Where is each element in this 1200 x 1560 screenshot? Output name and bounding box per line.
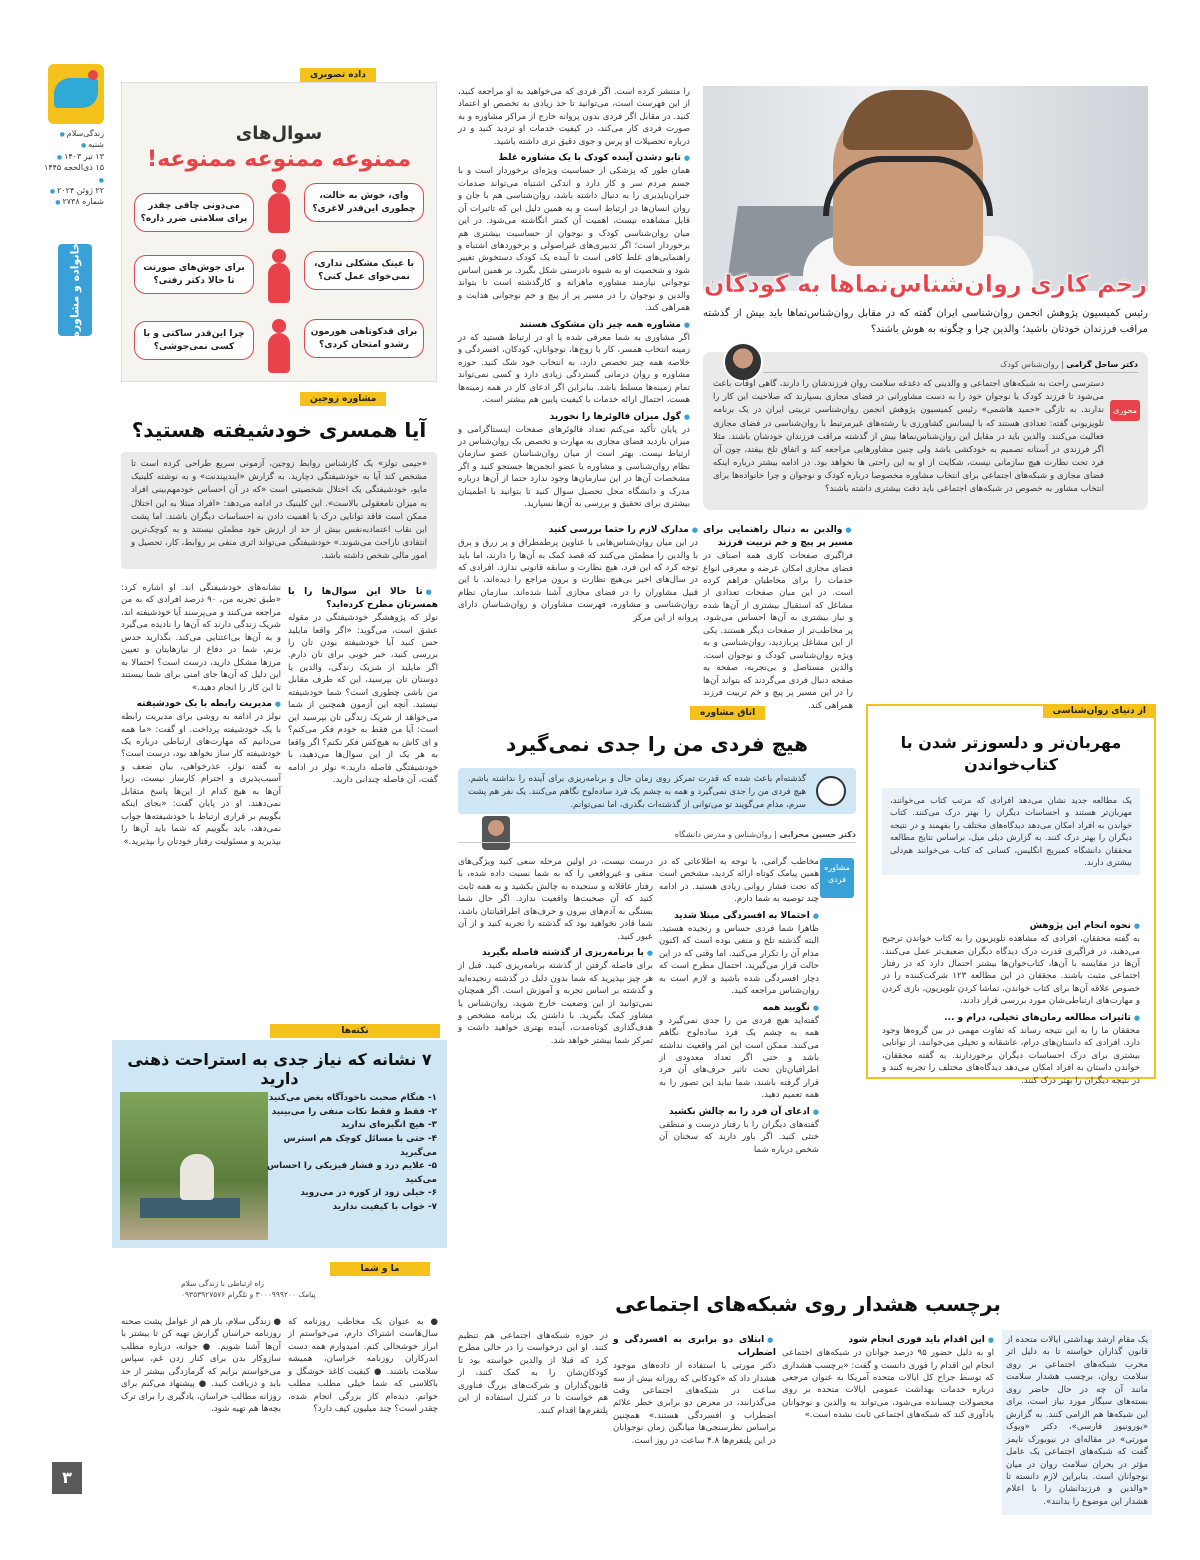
person-icon bbox=[268, 333, 290, 373]
article-column: ● ابتلای دو برابری به افسردگی و اضطراب دکتر مورتی با استفاده از داده‌های موجود هشدار داد که «کودکانی که روزانه بیش از سه ساعت در شبکه‌های اجتماعی وقت می‌گذرانند، در معرض دو برابری خطر علائم اضطراب و افسردگی هستند.» همچنین براساس نظرسنجی‌ها میانگین زمان نوجوانان در این پلتفرم‌ها ۴.۸ ساعت در روز است. bbox=[613, 1330, 776, 1450]
article-column: درست نیست، در اولین مرحله سعی کنید ویژگی‌های منفی و غیرواقعی را که به شما نسبت داده شده، با رفتار عاقلانه و سنجیده به چالش بکشید و به همه ثابت کنید که آن صحبت‌ها واقعیت ندارد. اگر حال شما بستگی به آدم‌های بیرون و حرف‌های اطرافیانتان باشد، شما قادر نخواهید بود که گذشته را تجربه کنید و از آن عبور کنید. ● با برنامه‌ریزی از گذشته فاصله بگیرید برای فاصله گرفتن از گذشته برنامه‌ریزی کنید. قبل از هر چیز بپذیرید که شما بدون دلیل در گذشته رنجیده‌اید و گذشته بر اساس تجربه و آموزش است. اگر همچنان نمی‌توانید از این وضعیت خارج شوید، روان‌شناس یا مشاور کمک بگیرید. با داشتن یک برنامه مشخص و هدف‌گذاری کوتاه‌مدت، آینده بهتری خواهید داشت و تمرکز شما بیشتر خواهد شد. bbox=[458, 856, 653, 1050]
subheading: ● مشاوره همه چیز دان مشکوک هستند bbox=[458, 319, 690, 332]
topic-badge: مشاوره فردی bbox=[820, 858, 854, 898]
list-item: ۲- فقط و فقط نکات منفی را می‌بینید bbox=[271, 1106, 437, 1117]
person-icon bbox=[268, 193, 290, 233]
section-tag: نکته‌ها bbox=[270, 1024, 440, 1038]
subheading: ● تا حالا این سوال‌ها را با همسرتان مطرح کرده‌اید؟ bbox=[288, 586, 438, 612]
subheading: ● ابتلای دو برابری به افسردگی و اضطراب bbox=[613, 1334, 776, 1360]
meta-line: ۱۳ تیر ۱۴۰۳ ● bbox=[44, 151, 104, 162]
author-line: دکتر ساحل گرامی | روان‌شناس کودک bbox=[763, 360, 1138, 373]
hero-lead: رئیس کمیسیون پژوهش انجمن روان‌شناسی ایران گفته که در مقابل روان‌شناس‌نماها باید بیش از گذشته مراقب فرزندان خودتان باشید؛ والدین چرا و چگونه به هوش باشند؟ bbox=[703, 308, 1148, 335]
speech-bubble: با عینک مشکلی نداری، نمی‌خوای عمل کنی؟ bbox=[304, 251, 424, 290]
list-item: ۴- حتی با مسائل کوچک هم استرس می‌گیرید bbox=[283, 1133, 437, 1158]
reader-question: گذشته‌ام باعث شده که قدرت تمرکز روی زمان حال و برنامه‌ریزی برای آینده را نداشته باشم. هیچ فردی من را جدی نمی‌گیرد و همه به چشم یک فرد ساده‌لوح نگاهم می‌کنند. یک نفر هم پشت سرم، مدام می‌گویند تو می‌توانی از گذشته‌ات بگذری، اما نمی‌توانم. bbox=[458, 768, 856, 814]
meta-line: ۱۵ ذی‌الحجه ۱۴۴۵ ● bbox=[44, 162, 104, 185]
subheading: ● مدیریت رابطه با یک خودشیفته bbox=[121, 698, 281, 711]
hero-photo bbox=[703, 86, 1148, 291]
subheading: ● نگویید همه bbox=[659, 1002, 819, 1015]
signs-title: ۷ نشانه که نیاز جدی به استراحت ذهنی دارید bbox=[127, 1050, 432, 1088]
subheading: ● این اقدام باید فوری انجام شود bbox=[782, 1334, 994, 1347]
newspaper-logo bbox=[48, 64, 104, 124]
hero-title: زخم کاری روان‌شناس‌نماها به کودکان bbox=[703, 270, 1148, 298]
article-column: ● این اقدام باید فوری انجام شود او به دلیل حضور ۹۵ درصد جوانان در شبکه‌های اجتماعی انجام این اقدام را فوری دانست و گفت: «برچسب هشداری که توسط جراح کل ایالات متحده آمریکا به عنوان مرجعی درباره خدمات بهداشت عمومی ایالات متحده بر روی محصولات چسبانده می‌شود، می‌تواند به والدین و نوجوانان یادآوری کند که شبکه‌های اجتماعی ثابت نشده است.» bbox=[782, 1330, 994, 1425]
article-column: نشانه‌های خودشیفتگی اند. او اشاره کرد: «طبق تجربه من، ۹۰ درصد افرادی که به من مراجعه می‌کنند و می‌پرسند آیا خودشیفته اند، شریک زندگی دارند که آن‌ها را نادیده می‌گیرد و به آن‌ها بی‌اعتنایی می‌کند. بگذارید حدس بزنم، شما در دفاع از نیازهایتان و تعیین مرزها مشکل دارید، درست است؟ احتمالا به این دلیل که آن‌ها جای امنی برای شما نیستند تا این کار را انجام دهید.» ● مدیریت رابطه با یک خودشیفته نولز در ادامه به روشی برای مدیریت رابطه با یک خودشیفته پرداخت. او گفت: «ما همه می‌دانیم که مهارت‌های ارتباطی درباره یک خودشیفته کار ساز نخواهد بود، درست است؟ به گفته نولز، عذرخواهی، بیان ضعف و آسیب‌پذیری و احترام کارساز نیست، زیرا آن‌ها به هیچ کدام از این‌ها پاسخ متقابل نمی‌دهند. او در پایان گفت: «بجای اینکه بگوییم بر قراری ارتباط با خودشیفته‌ها جواب نمی‌دهد، باید بگوییم که شما باید آن‌ها را بپذیرید و مسئولیت رفتار خودتان را بپذیرید.» bbox=[121, 582, 281, 851]
reader-messages: ● به عنوان یک مخاطب روزنامه که سال‌هاست اشتراک دارم، می‌خواستم از ابراز خوشحالی کنم. امیدوارم همه دست اندرکاران روزنامه خراسان، همیشه سلامت باشند. ● کیفیت کاغذ خوشگل و باکلاسی که شما خیلی مطلب مطلب خوانم. دیده‌ام کار بزرگی انجام شده، چقدر است؟ چند میلیون کیف دارد؟ bbox=[288, 1317, 438, 1415]
subheading: ● مدارک لازم را حتما بررسی کنید bbox=[458, 524, 698, 537]
signs-list bbox=[267, 1092, 437, 1215]
subheading: ● احتمالا به افسردگی مبتلا شدید bbox=[659, 910, 819, 923]
meta-line: زندگی‌سلام ● bbox=[44, 128, 104, 139]
subheading: ● ادعای آن فرد را به چالش بکشید bbox=[659, 1106, 819, 1119]
speech-bubble: وای، خوش به حالت، چطوری این‌قدر لاغری؟ bbox=[304, 183, 424, 222]
article-column: ● والدین به دنبال راهنمایی برای مسیر پر پیچ و خم تربیت فرزند فراگیری صفحات کاری همه اصناف در فضای مجازی امکان عرضه و معرفی انواع خدمات را برای مخاطبان فراهم کرده است. در این میان صفحات تعدادی از مشاغل که استقبال بیشتری از آن‌ها شده و نیاز بیشتری به آن‌ها احساس می‌شود، پر مخاطب‌تر از صفحات دیگر هستند. یکی از این مشاغل پربازدید، روان‌شناسی و به ویژه روان‌شناسی کودک و نوجوان است. والدین مستاصل و بی‌تجربه، صفحه به صفحه دنبال فردی می‌گردند که بتواند آن‌ها را در این مسیر پر پیچ و خم تربیت فرزند همراهی کند. bbox=[703, 520, 853, 715]
subheading: ● تاثیرات مطالعه رمان‌های تخیلی، درام و ... bbox=[882, 1012, 1140, 1025]
meta-line: شماره ۲۷۳۸ ● bbox=[44, 196, 104, 207]
article-column: مخاطب گرامی، با توجه به اطلاعاتی که در همین پیامک کوتاه ارائه کردید، مشخص است که تحت فشار روانی زیادی هستید. در ادامه چند توصیه به شما دارم. ● احتمالا به افسردگی مبتلا شدید ظاهرا شما فردی حساس و رنجیده هستید. البته گذشته تلخ و منفی بوده است که اکنون مدام آن را تکرار می‌کنید. اما وقتی که در این حالت قرار می‌گیرید، احتمال مطرح است که دچار افسردگی شده باشید و لازم است به روان‌شناس مراجعه کنید. ● نگویید همه گفته‌اید هیچ فردی من را جدی نمی‌گیرد و همه به چشم یک فرد ساده‌لوح نگاهم می‌کنند. ممکن است این امر واقعیت نداشته باشد و حتی اگر تعداد معدودی از اطرافیان‌تان تحت تاثیر حرف‌های آن فرد قرار گرفته باشند، شما نباید این تصور را به همه تعمیم دهید. ● ادعای آن فرد را به چالش بکشید گفته‌های دیگران را با رفتار درست و منطقی خنثی کنید. اگر باور دارید که سخنان آن شخص درباره شما bbox=[659, 856, 819, 1159]
speech-bubble: چرا این‌قدر ساکتی و با کسی نمی‌جوشی؟ bbox=[134, 321, 254, 360]
speech-bubble: برای قدکوتاهی هورمون رشدو امتحان کردی؟ bbox=[304, 319, 424, 358]
list-item: ۱- هنگام صحبت ناخودآگاه بغض می‌کنید bbox=[268, 1093, 437, 1103]
subheading: ● نحوه انجام این پژوهش bbox=[882, 920, 1140, 933]
section-tag: ما و شما bbox=[330, 1262, 430, 1276]
subheading: ● تابو دشدن آینده کودک با یک مشاوره غلط bbox=[458, 152, 690, 165]
meta-line: شنبه ● bbox=[44, 139, 104, 150]
article-column: ● مدارک لازم را حتما بررسی کنید در این میان روان‌شناس‌هایی با عناوین پرطمطراق و پر زرق و برق با والدین را مطمئن می‌کنند که قصد کمک به آن‌ها را دارند، اما باید توجه کرد که این فرد، هیچ نظارت و سابقه قانونی ندارد. افرادی که در سال‌های اخیر بی‌هیچ نظارت و برون مراجع را دیده‌اند، با این قبیل مشاوران را در فضای مجازی آشنا شده‌اند. سازمان نظام روان‌شناسی و مشاوره، فهرست مشاوران و روان‌شناسان دارای پروانه از این مرکز bbox=[458, 520, 698, 627]
list-item: ۵- علایم درد و فشار فیزیکی را احساس می‌کنید bbox=[267, 1161, 437, 1185]
subheading: ● والدین به دنبال راهنمایی برای مسیر پر پیچ و خم تربیت فرزند bbox=[703, 524, 853, 550]
expert-box bbox=[703, 352, 1148, 510]
page-number: ۳ bbox=[52, 1462, 82, 1494]
speech-bubble: می‌دونی چاقی چقدر برای سلامتی ضرر داره؟ bbox=[134, 193, 254, 232]
topic-badge: محوری bbox=[1110, 400, 1140, 421]
article-lead: «جیمی نولز» یک کارشناس روابط زوجین، آزمونی سریع طراحی کرده است تا مشخص کند آیا به خودشیفتگی دچارید. به گزارش «ایندیپندنت» و به نوشته کلینیک مایو، خودشیفتگی یک اختلال شخصیتی است «که در آن احساس خودمهم‌بینی افراد به میزان نامعقولی بالاست». این کلینیک در ادامه می‌دهد: «افراد مبتلا به این اختلال ممکن است فاقد توانایی درک یا اهمیت دادن به احساسات دیگران باشند. اما پشت این نقاب اعتمادبه‌نفس بیش از حد از ارزش خود مطمئن نیستند و به کوچک‌ترین انتقادی ناراحت می‌شوند.» خودشیفتگی می‌تواند اثری منفی بر روابط، کار، تحصیل و امور مالی شخص داشته باشد. bbox=[121, 452, 437, 569]
article-title: برچسب هشدار روی شبکه‌های اجتماعی bbox=[615, 1292, 1001, 1316]
section-label: خانواده و مشاوره bbox=[58, 244, 92, 336]
article-title: هیچ فردی من را جدی نمی‌گیرد bbox=[505, 732, 809, 756]
infographic-subtitle: ممنوعه ممنوعه ممنوعه! bbox=[147, 147, 411, 172]
meta-line: ۲۲ ژوئن ۲۰۲۴ ● bbox=[44, 185, 104, 196]
article-title: مهربان‌تر و دلسوزتر شدن با کتاب‌خواندن bbox=[900, 733, 1122, 774]
article-column: ● تا حالا این سوال‌ها را با همسرتان مطرح کرده‌اید؟ نولز که پژوهشگر خودشیفتگی در مقوله عشق است، می‌گوید: «اگر واقعا مایلید حس کنید آیا خودشیفته بودن تان را بررسی کنید، خبر خوبی برای تان دارم. اگر مایلید از شریک زندگی، والدین یا دوستان تان بپرسید، این که طرف مقابل من باشی چطوری است؟ شما خودشیفته نیستید. آنچه این آزمون همچنین از شما می‌خواهد از شریک زندگی تان بپرسید این است: آیا من فقط به خودم فکر می‌کنم؟ و ای کاش به هیچ‌کس فکر نکنم؟ اگر واقعا به هر یک از این سوال‌ها می‌دهید، با خودشیفتگی فاصله دارید.» نولز در ادامه گفت، آن فاصله چندانی دارید. bbox=[288, 582, 438, 789]
list-item: ۳- هیچ انگیزه‌ای ندارید bbox=[341, 1120, 437, 1131]
author-avatar bbox=[723, 342, 763, 382]
signs-box bbox=[112, 1040, 447, 1248]
section-tag: مشاوره زوجین bbox=[300, 392, 386, 406]
article-column: ● نحوه انجام این پژوهش به گفته محققان، افرادی که مشاهده تلویزیون را به کتاب خواندن ترجیح می‌دهند، در فراگیری قدرت درک دیدگاه دیگران ضعیف‌تر عمل می‌کنند. آن‌ها در مقایسه با آن‌ها، کتاب‌خوان‌ها بیشتر احتمال دارد که در رفتار اجتماعی مثبت باشند. محققان در این مطالعه ۱۲۳ شرکت‌کننده را در خصوص علاقه آن‌ها برای کتاب خواندن، تماشا کردن تلویزیون، بازی کردن و مهارت‌های ارتباطی‌شان مورد بررسی قرار دادند. ● تاثیرات مطالعه رمان‌های تخیلی، درام و ... محققان ما را به این نتیجه رساند که تفاوت مهمی در بین گروه‌ها وجود دارد. افرادی که داستان‌های درام، عاشقانه و تخیلی می‌خوانند، از توانایی بیشتری برای درک احساسات دیگران برخوردارند. به گفته محققان، خواندن داستان به افراد امکان می‌دهد دیدگاه‌های مختلف را تجربه کنند و در نتیجه دیگران را بهتر درک کنند. bbox=[882, 916, 1140, 1090]
section-tag: از دنیای روان‌شناسی bbox=[1043, 704, 1156, 718]
article-column: یک مقام ارشد بهداشتی ایالات متحده از قانون گذاران خواسته تا به دلیل اثر مخرب شبکه‌های اجتماعی بر روی سلامت روان، برچسب هشدار سلامت مانند آن چه در حال حاضر روی بسته‌های سیگار مورد نیاز است، برای این شبکه‌ها هم الزامی کنند. به گزارش «یورونیوز فارسی»، دکتر «ویوک مورتی» در مقاله‌ای در نیویورک تایمز گفت که شبکه‌های اجتماعی یک عامل مؤثر در بحران سلامت روان در میان نوجوانان است. بنابراین لازم دانسته تا «والدین و فرزندانشان را با اعلام هشدار این موضوع را بدانند». bbox=[1002, 1330, 1152, 1515]
expert-body: دسترسی راحت به شبکه‌های اجتماعی و والدینی که دغدغه سلامت روان فرزندشان را دارند، گاهی اوقات باعث می‌شود تا فرزند کودک یا نوجوان خود را به دست مشاورانی در فضای مجازی بسپارند که صلاحیت این کار را ندارند. به تازگی «حمید هاشمی» رئیس کمیسیون پژوهش انجمن روان‌شناسی تربیتی ایران در یک برنامه تلویزیونی گفته: تعدادی هستند که با لیسانس کشاورزی یا رشته‌های غیرمرتبط با روان‌شناسی در فضای مجازی فعالیت می‌کنند. والدین باید در مقابل این روان‌شناس‌نماها بیش از گذشته مراقب فرزندان خودشان باشند. مثلا اگر فرزندی در آستانه تصمیم به خودکشی باشد ولی چنین مشاورهایی مراجعه کند و اتفاق تلخ بیفتد، چون آن فرد تحت نظارت هیچ سازمانی نیست، شکایت از او به این راحتی ها نخواهد بود. در ادامه بیشتر درباره اینکه فضای مجازی و شبکه‌های اجتماعی برای انتخاب مشاوره مخصوصا درباره کودک و نوجوان و چرا خانواده‌ها برای انتخاب مشاور به خصوص در شبکه‌های اجتماعی باید دقت بیشتری داشته باشند؟ bbox=[713, 379, 1104, 495]
park-photo bbox=[120, 1092, 268, 1240]
section-tag: داده تصویری bbox=[300, 68, 376, 82]
list-item: ۷- خواب با کیفیت ندارید bbox=[332, 1202, 437, 1212]
infographic bbox=[121, 82, 437, 382]
author-line: دکتر حسین محرابی | روان‌شناس و مدرس دانشگاه bbox=[458, 830, 856, 843]
infographic-title: سوال‌های bbox=[235, 123, 323, 144]
article-column: را منتشر کرده است. اگر فردی که می‌خواهید به او مراجعه کنید، از این فهرست است، می‌توانید تا حد زیادی به تخصص او اعتماد کنید. در مقابل اگر فردی بدون پروانه خارج از مراکز مشاوره و به صورت فردی کار می‌کند، در کیفیت خدمات او تردید کنید و در درباره تحصیلات او پرس و جوی دقیق تری داشته باشید. ● تابو دشدن آینده کودک با یک مشاوره غلط همان طور که پزشکی از حساسیت ویژه‌ای برخوردار است و با جسم مردم سر و کار دارد و اندکی اشتباه می‌تواند صدمات جبران‌ناپذیری را به دنبال داشته باشد، روان‌شناسی هم با جان و روان انسان‌ها در ارتباط است و به همین دلیل این که تاثیرات آن قابل مشاهده نیست، اهمیت آن کمتر انگاشته می‌شود. در این میان روان‌شناسی کودک و نوجوان از حساسیت بیشتری هم برخوردار است؛ اگر تدبیری‌های غیراصولی و برخوردهای اشتباه و راهنمایی‌های غلط کافی است تا آینده یک کودک دستخوش تغییر شود و شخصیت او به شیوه نادرستی شکل بگیرد. بر همین اساس نوجوانی نیازمند مشاوره ماهرانه و کارگذشته است تا بتواند والدین و نوجوان را در مسیر پر از پیچ و خم نوجوانی هدایت و همراهی کند. ● مشاوره همه چیز دان مشکوک هستند اگر مشاوری به شما معرفی شده یا او در ارتباط هستید که در زمینه انتخاب همسر، کار با زوج‌ها، نوجوانان، کودکان، افسردگی و خلاصه همه چیز تخصص دارد، به انتخاب خود شک کنید. حوزه مشاوره و روان درمانی گستردگی زیادی دارد و کسی نمی‌تواند تمام زمینه‌ها مسلط باشد. بنابراین اگر ادعای کار در همه زمینه‌ها هست، احتمال ارائه خدمات با کیفیت پایین هم بیشتر است. ● گول میزان فالوئرها را نخورید در پایان تأکید می‌کنم تعداد فالوئرهای صفحات اینستاگرامی و میزان بازدید فضای مجازی به مهارت و تخصص یک روان‌شناس در ارتباط نیست. بهتر است از میان روان‌شناسان عضو سازمان نظام روان‌شناسی و مشاوره یا عضو انجمن‌ها جستجو کنید و اگر مشخصات آن‌ها در این سازمان‌ها وجود ندارد حتما از آن‌ها درباره مدرک و دانشگاه محل تحصیل سوال کنید تا بتوانید با اطمینان بیشتری برای تحقیق و بررسی به آن‌ها نسپارید. bbox=[458, 86, 690, 514]
list-item: ۶- خیلی زود از کوره در می‌روید bbox=[300, 1188, 437, 1199]
subheading: ● گول میزان فالوئرها را نخورید bbox=[458, 411, 690, 424]
books-box bbox=[866, 704, 1156, 1086]
article-column: در حوزه شبکه‌های اجتماعی هم تنظیم کنند. او این درخواست را در حالی مطرح کرد که قبلا از والدین خواسته بود تا کودکان‌شان را به کمک کنند، از قانون‌گذاران و شرکت‌های بزرگ فناوری هم خواست تا در کنترل استفاده از این پلتفرم‌ها اقدام کنند. bbox=[458, 1331, 608, 1416]
article-title: آیا همسری خودشیفته هستید؟ bbox=[131, 418, 427, 442]
subheading: ● با برنامه‌ریزی از گذشته فاصله بگیرید bbox=[458, 947, 653, 960]
section-tag: اتاق مشاوره bbox=[690, 706, 765, 720]
speech-bubble: برای جوش‌های صورتت تا حالا دکتر رفتی؟ bbox=[134, 255, 254, 294]
user-icon bbox=[816, 776, 846, 806]
issue-meta bbox=[44, 128, 104, 208]
sidebar bbox=[44, 64, 104, 1494]
article-lead: یک مطالعه جدید نشان می‌دهد افرادی که مرتب کتاب می‌خوانند، مهربان‌تر هستند و احساسات دیگران را بهتر درک می‌کنند. کتاب خواندن به افراد امکان می‌دهد دیدگاه‌های مختلف را بفهمند و در نتیجه دیگران را بهتر درک کنند. به گزارش دیلی میل، براساس نتایج مطالعه محققان دانشگاه کمبریج انگلیس، کسانی که کتاب می‌خوانند هم‌دلی بیشتری دارند. bbox=[882, 788, 1140, 875]
reader-messages: ● زندگی سلام، باز هم از عوامل پشت صحنه روزنامه خراسان گزارش تهیه کن تا بیشتر با آن‌ها آشنا شویم. ● جوانه، درباره مطلب سازوکار بدن برای کنار زدن غم، سپاس می‌خواستم برایم که گرمازدگی بیشتر از حد باید و دریافت کنید. ● پیشنهاد می‌کنم برای روزانه مطالب خراسان، یادگیری را برای ترک بچه‌ها هم تهیه شود. bbox=[121, 1317, 281, 1415]
person-icon bbox=[268, 263, 290, 303]
contact-info: راه ارتباطی با زندگی سلام پیامک ۳۰۰۰۹۹۹۲۰۰ و تلگرام ۰۹۳۵۳۹۲۷۵۷۶ bbox=[181, 1279, 316, 1300]
